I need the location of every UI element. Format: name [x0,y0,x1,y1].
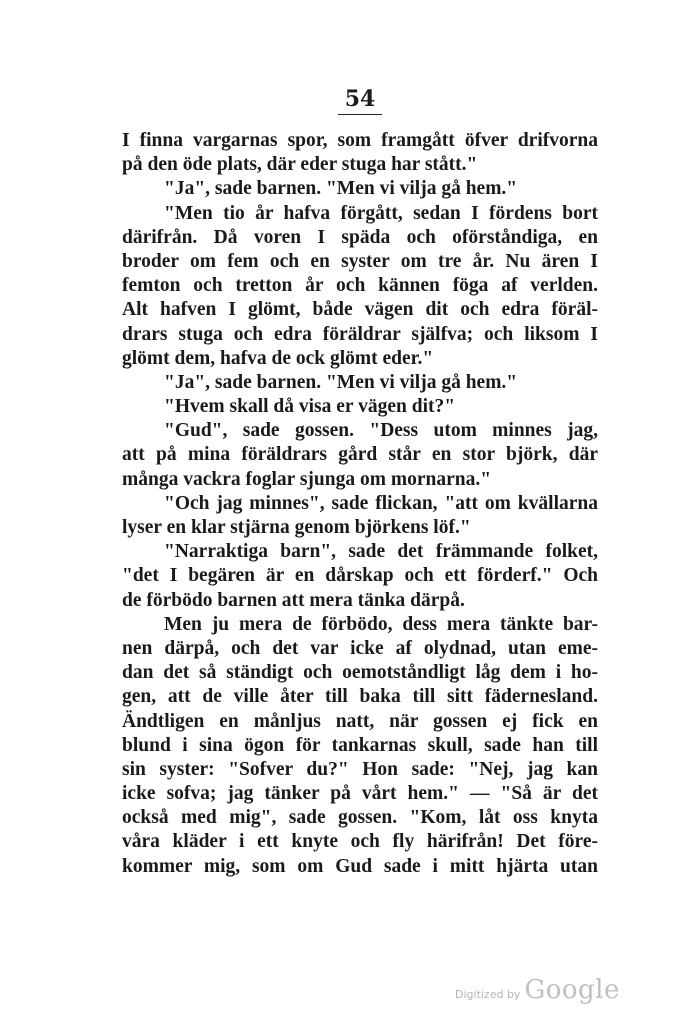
text-line: gen, att de ville åter till baka till sitt fädernesland. [122,686,598,708]
text-line: broder om fem och en syster om tre år. Nu ären I [122,250,598,272]
text-line: på den öde plats, där eder stuga har stått." [122,154,478,176]
text-line: "Men tio år hafva förgått, sedan I fördens bort [164,202,598,224]
text-line: de förbödo barnen att mera tänka därpå. [122,589,465,611]
body-text [122,129,598,879]
text-line: sin syster: "Sofver du?" Hon sade: "Nej, jag kan [122,758,598,780]
text-line: I finna vargarnas spor, som framgått öfver drifvorna [122,130,598,151]
text-line: våra kläder i ett knyte och fly härifrån! Det före- [122,831,598,853]
text-line: lyser en klar stjärna genom björkens löf." [122,517,471,538]
text-line: "Ja", sade barnen. "Men vi vilja gå hem." [164,371,518,393]
watermark-prefix: Digitized by [455,988,521,1001]
google-logo: Google [524,975,620,1005]
text-line: drars stuga och edra föräldrar själfva; och liksom I [122,323,598,345]
text-line: blund i sina ögon för tankarnas skull, sade han till [122,734,598,756]
text-line: glömt dem, hafva de ock glömt eder." [122,347,434,369]
text-line: dan det så ständigt och oemotståndligt låg dem i ho- [122,662,598,684]
page-number: 54 [338,86,382,115]
text-line: Men ju mera de förbödo, dess mera tänkte bar- [164,613,598,635]
text-line: "Gud", sade gossen. "Dess utom minnes jag, [164,420,598,442]
text-line: "Narraktiga barn", sade det främmande folket, [164,541,598,563]
text-line: femton och tretton år och kännen föga af verlden. [122,275,598,297]
text-line: nen därpå, och det var icke af olydnad, utan eme- [122,637,598,659]
text-line: därifrån. Då voren I späda och oförståndiga, en [122,226,598,248]
text-line: att på mina föräldrars gård står en stor björk, där [122,444,598,466]
text-line: "Hvem skall då visa er vägen dit?" [164,396,456,418]
text-line: också med mig", sade gossen. "Kom, låt oss knyta [122,807,598,829]
text-line: Ändtligen en månljus natt, när gossen ej fick en [122,710,598,732]
text-line: "Ja", sade barnen. "Men vi vilja gå hem." [164,178,518,200]
text-line: Alt hafven I glömt, både vägen dit och edra föräl- [122,299,598,321]
text-line: många vackra foglar sjunga om mornarna." [122,468,492,490]
text-line: icke sofva; jag tänker på vårt hem." — "Så är det [122,783,598,805]
digitized-watermark [455,975,620,1005]
text-line: kommer mig, som om Gud sade i mitt hjärta utan [122,855,598,877]
text-line: "det I begären är en dårskap och ett förderf." Och [122,565,598,587]
text-line: "Och jag minnes", sade flickan, "att om kvällarna [164,492,598,514]
